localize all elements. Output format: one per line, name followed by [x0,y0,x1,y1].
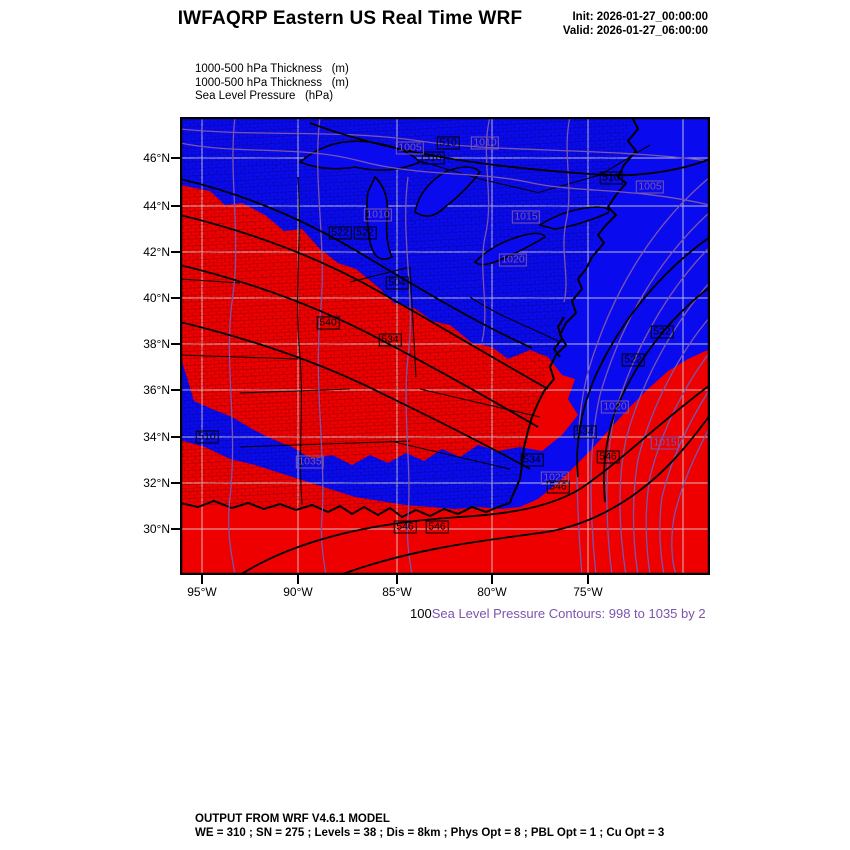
lon-tick-label: 75°W [573,585,603,599]
lat-tick-label: 30°N [143,522,170,536]
lat-axis-tick [171,205,180,207]
footer-model-line: OUTPUT FROM WRF V4.6.1 MODEL [195,813,390,825]
lat-axis-tick [171,528,180,530]
slp-contour-label: 1015 [651,436,679,449]
lat-tick-label: 40°N [143,291,170,305]
lon-tick-label: 90°W [283,585,313,599]
lon-axis-tick [587,575,589,584]
lat-axis-tick [171,297,180,299]
thickness-contour-label: 522 [329,226,352,239]
thickness-contour-label: 522 [622,353,645,366]
lon-axis-tick [201,575,203,584]
thickness-contour-label: 546 [547,480,570,493]
lat-axis-tick [171,389,180,391]
lon-tick-label: 85°W [382,585,412,599]
thickness-contour-label: 510 [600,171,623,184]
thickness-contour-label: 534 [521,453,544,466]
lon-axis-tick [396,575,398,584]
slp-contour-label: 1025 [541,471,569,484]
slp-contour-label: 1005 [636,180,664,193]
lat-axis-tick [171,436,180,438]
run-info [480,10,708,39]
model-footer [195,812,664,840]
field-legend [195,63,349,104]
lat-axis-tick [171,482,180,484]
slp-contour-label: 1020 [601,400,629,413]
lat-tick-label: 44°N [143,199,170,213]
map-svg [180,117,710,575]
thickness-contour-label: 510 [422,151,445,164]
lat-axis-tick [171,343,180,345]
slp-contour-label: 1005 [396,141,424,154]
page-title: IWFAQRP Eastern US Real Time WRF [177,8,523,29]
thickness-contour-label: 546 [426,520,449,533]
slp-contour-label: 1035 [296,455,324,468]
thickness-contour-label: 510 [196,430,219,443]
lat-axis-tick [171,251,180,253]
caption-overlap-text: 100 [410,606,432,621]
slp-contour-label: 1010 [364,208,392,221]
thickness-contour-label: 534 [574,425,597,438]
thickness-contour-label: 534 [379,333,402,346]
valid-time-label: Valid: 2026-01-27_06:00:00 [562,25,708,38]
thickness-contour-label: 504 [386,276,409,289]
slp-contour-label: 1015 [512,210,540,223]
lon-axis-tick [491,575,493,584]
lon-tick-label: 95°W [187,585,217,599]
lon-axis-tick [297,575,299,584]
footer-config-line: WE = 310 ; SN = 275 ; Levels = 38 ; Dis = 8km ; Phys Opt = 8 ; PBL Opt = 1 ; Cu Opt = 3 [195,827,665,840]
thickness-contour-label: 522 [651,325,674,338]
lat-tick-label: 42°N [143,245,170,259]
slp-contour-label: 1020 [499,253,527,266]
lat-tick-label: 36°N [143,383,170,397]
slp-contour-label: 1010 [471,136,499,149]
lon-tick-label: 80°W [477,585,507,599]
lat-axis-tick [171,157,180,159]
thickness-contour-label: 510 [437,136,460,149]
lat-tick-label: 32°N [143,476,170,490]
lat-tick-label: 46°N [143,151,170,165]
map-canvas [180,117,710,575]
thickness-contour-label: 546 [394,520,417,533]
legend-line-thickness-1: 1000-500 hPa Thickness (m) [195,63,349,75]
init-time-label: Init: 2026-01-27_00:00:00 [572,11,708,23]
lat-tick-label: 34°N [143,430,170,444]
slp-contour-caption: Sea Level Pressure Contours: 998 to 1035 by 2 [431,606,706,621]
lat-tick-label: 38°N [143,337,170,351]
thickness-contour-label: 522 [354,226,377,239]
thickness-contour-label: 546 [597,450,620,463]
legend-line-slp: Sea Level Pressure (hPa) [195,90,334,103]
thickness-contour-label: 540 [317,316,340,329]
legend-line-thickness-2: 1000-500 hPa Thickness (m) [195,76,349,89]
caption [410,606,706,621]
